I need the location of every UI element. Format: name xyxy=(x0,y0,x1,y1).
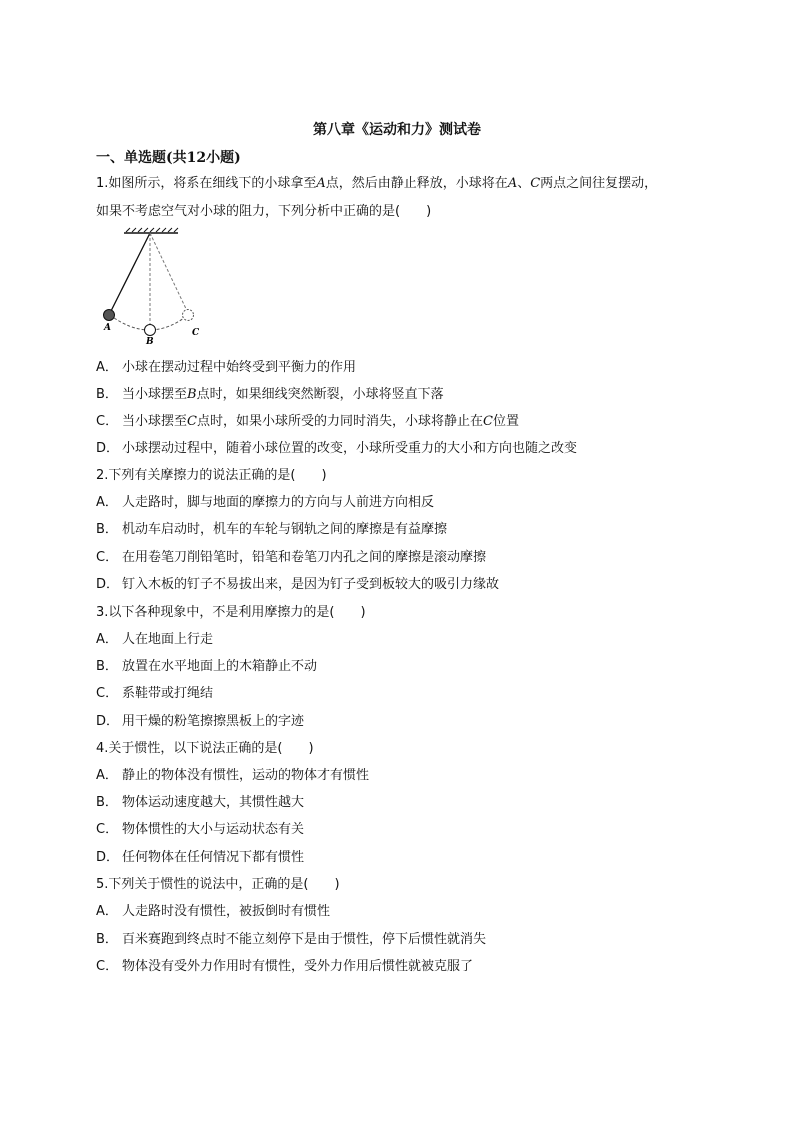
q3-option-b[interactable]: B． 放置在水平地面上的木箱静止不动 xyxy=(96,659,318,674)
q4-option-a[interactable]: A． 静止的物体没有惯性，运动的物体才有惯性 xyxy=(96,768,370,783)
q2-option-d[interactable]: D． 钉入木板的钉子不易拔出来，是因为钉子受到板较大的吸引力缘故 xyxy=(96,577,500,592)
q4-stem: 4.关于惯性，以下说法正确的是( ) xyxy=(96,741,314,756)
q5-option-a[interactable]: A． 人走路时没有惯性，被扳倒时有惯性 xyxy=(96,904,331,919)
pendulum-diagram xyxy=(96,227,208,345)
ball-b xyxy=(145,325,156,336)
q3-stem: 3.以下各种现象中，不是利用摩擦力的是( ) xyxy=(96,605,366,620)
label-b: B xyxy=(146,337,154,345)
q4-option-c[interactable]: C． 物体惯性的大小与运动状态有关 xyxy=(96,822,305,837)
q5-stem: 5.下列关于惯性的说法中，正确的是( ) xyxy=(96,877,340,892)
q2-option-a[interactable]: A． 人走路时，脚与地面的摩擦力的方向与人前进方向相反 xyxy=(96,495,435,510)
string-c xyxy=(150,233,188,313)
q5-option-b[interactable]: B． 百米赛跑到终点时不能立刻停下是由于惯性，停下后惯性就消失 xyxy=(96,932,487,947)
q1-option-a[interactable]: A． 小球在摆动过程中始终受到平衡力的作用 xyxy=(96,360,357,375)
q4-option-b[interactable]: B． 物体运动速度越大，其惯性越大 xyxy=(96,795,305,810)
q1-option-d[interactable]: D． 小球摆动过程中，随着小球位置的改变，小球所受重力的大小和方向也随之改变 xyxy=(96,441,578,456)
q3-option-c[interactable]: C． 系鞋带或打绳结 xyxy=(96,686,214,701)
q4-option-d[interactable]: D． 任何物体在任何情况下都有惯性 xyxy=(96,850,305,865)
q5-option-c[interactable]: C． 物体没有受外力作用时有惯性，受外力作用后惯性就被克服了 xyxy=(96,959,474,974)
q2-stem: 2.下列有关摩擦力的说法正确的是( ) xyxy=(96,468,327,483)
q1-stem-line1: 1.如图所示，将系在细线下的小球拿至A点，然后由静止释放，小球将在A、C两点之间往复摆动， xyxy=(96,176,658,191)
ceiling-hatch xyxy=(126,228,178,232)
q2-option-b[interactable]: B． 机动车启动时，机车的车轮与钢轨之间的摩擦是有益摩擦 xyxy=(96,522,448,537)
q3-option-a[interactable]: A． 人在地面上行走 xyxy=(96,632,214,647)
q2-option-c[interactable]: C． 在用卷笔刀削铅笔时，铅笔和卷笔刀内孔之间的摩擦是滚动摩擦 xyxy=(96,550,487,565)
ball-c xyxy=(183,310,194,321)
pendulum-figure xyxy=(96,227,208,345)
q1-option-b[interactable]: B． 当小球摆至B点时，如果细线突然断裂，小球将竖直下落 xyxy=(96,387,444,402)
page-title: 第八章《运动和力》测试卷 xyxy=(313,122,481,138)
ball-a xyxy=(104,310,115,321)
string-a xyxy=(110,233,150,313)
label-a: A xyxy=(104,323,111,333)
q1-stem-line2: 如果不考虑空气对小球的阻力，下列分析中正确的是( ) xyxy=(96,204,432,219)
q3-option-d[interactable]: D． 用干燥的粉笔擦擦黑板上的字迹 xyxy=(96,714,305,729)
label-c: C xyxy=(192,328,200,338)
section-heading: 一、单选题(共12小题) xyxy=(96,150,241,166)
q1-option-c[interactable]: C． 当小球摆至C点时，如果小球所受的力同时消失，小球将静止在C位置 xyxy=(96,414,519,429)
